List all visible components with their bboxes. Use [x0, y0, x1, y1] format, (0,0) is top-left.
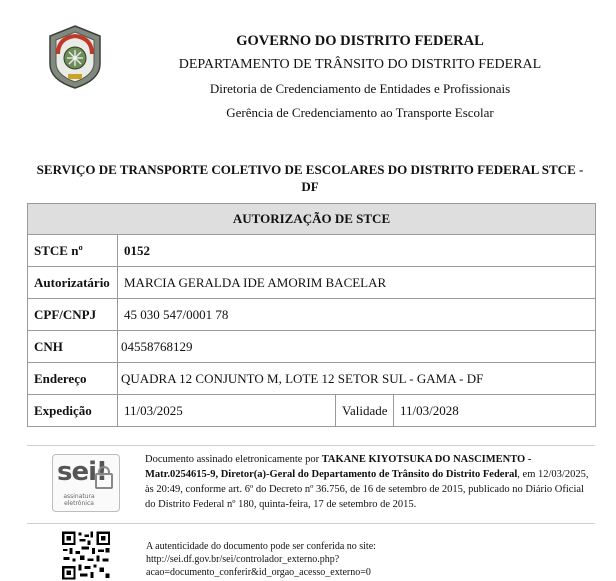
autorizatario-label: Autorizatário — [28, 267, 118, 299]
header-management: Gerência de Credenciamento ao Transporte Escolar — [226, 105, 494, 120]
lock-icon — [95, 473, 113, 489]
endereco-label: Endereço — [28, 363, 118, 395]
authenticity-note — [146, 540, 586, 579]
table-title: AUTORIZAÇÃO DE STCE — [28, 204, 596, 235]
cpf-label: CPF/CNPJ — [28, 299, 118, 331]
cnh-label: CNH — [28, 331, 118, 363]
table-row — [28, 235, 596, 267]
validade-value: 11/03/2028 — [394, 395, 596, 427]
service-title: SERVIÇO DE TRANSPORTE COLETIVO DE ESCOLARES DO DISTRITO FEDERAL STCE - DF — [36, 162, 584, 194]
table-row — [28, 267, 596, 299]
header-department: DEPARTAMENTO DE TRÂNSITO DO DISTRITO FEDERAL — [178, 57, 542, 72]
verify-url-line-2[interactable]: acao=documento_conferir&id_orgao_acesso_externo=0 — [146, 567, 371, 578]
detran-coat-of-arms-logo — [46, 24, 104, 90]
sei-seal-text: sei! — [57, 457, 107, 487]
table-row — [28, 363, 596, 395]
header-government: GOVERNO DO DISTRITO FEDERAL — [236, 33, 484, 49]
stce-label: STCE nº — [28, 235, 118, 267]
table-header-row — [28, 204, 596, 235]
table-row — [28, 331, 596, 363]
sei-seal-subtitle: assinatura eletrônica — [63, 493, 95, 507]
cnh-value: 04558768129 — [118, 331, 596, 363]
qr-code-icon — [52, 530, 120, 581]
header-directorate: Diretoria de Credenciamento de Entidades e Profissionais — [209, 81, 511, 96]
endereco-value: QUADRA 12 CONJUNTO M, LOTE 12 SETOR SUL - GAMA - DF — [118, 363, 596, 395]
authorization-table — [27, 203, 596, 427]
validade-label: Validade — [336, 395, 394, 427]
expedicao-label: Expedição — [28, 395, 118, 427]
signature-statement: Documento assinado eletronicamente por TAKANE KIYOTSUKA DO NASCIMENTO - Matr.0254615-9, Diretor(a)-Geral do Departamento de Trânsito do Distrito Federal, em 12/03/2025, às 20:49, conforme art. 6º do Decreto nº 36.756, de 16 de setembro de 2015, publicado no Diário Oficial do Distrito Federal nº 180, quinta-feira, 17 de setembro de 2015. — [145, 454, 589, 510]
stce-value: 0152 — [118, 235, 596, 267]
electronic-signature-block — [27, 445, 595, 524]
cpf-value: 45 030 547/0001 78 — [118, 299, 596, 331]
table-row — [28, 395, 596, 427]
verify-line-1: A autenticidade do documento pode ser conferida no site: — [146, 541, 376, 552]
signer-name: TAKANE KIYOTSUKA DO NASCIMENTO - Matr.0254615-9, Diretor(a)-Geral do Departamento de Trânsito do Distrito Federal — [145, 454, 532, 480]
autorizatario-value: MARCIA GERALDA IDE AMORIM BACELAR — [118, 267, 596, 299]
expedicao-value: 11/03/2025 — [118, 395, 336, 427]
sei-seal — [52, 454, 120, 512]
table-row — [28, 299, 596, 331]
verify-url-line-1[interactable]: http://sei.df.gov.br/sei/controlador_externo.php? — [146, 554, 340, 565]
